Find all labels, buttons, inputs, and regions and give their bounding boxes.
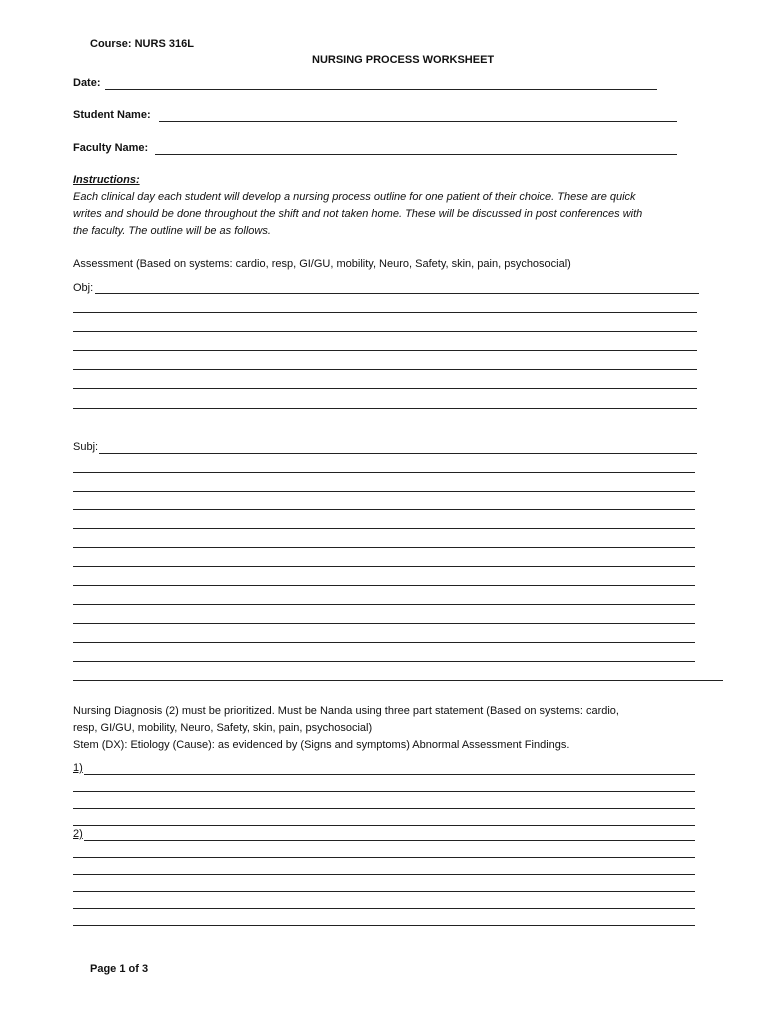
subj-line-6[interactable] [73, 547, 695, 548]
student-name-label: Student Name: [73, 109, 151, 121]
instructions-text [73, 189, 713, 240]
subj-line-3[interactable] [73, 491, 695, 492]
obj-line-5[interactable] [73, 369, 697, 370]
subj-line-2[interactable] [73, 472, 695, 473]
subj-line-4[interactable] [73, 509, 695, 510]
diagnosis-line-2: resp, GI/GU, mobility, Neuro, Safety, skin, pain, psychosocial) [73, 722, 373, 734]
diagnosis-line-1: Nursing Diagnosis (2) must be prioritized. Must be Nanda using three part statement (Based on systems: cardio, [73, 705, 619, 717]
instructions-heading: Instructions: [73, 174, 140, 186]
obj-line-1[interactable] [95, 293, 699, 294]
obj-line-4[interactable] [73, 350, 697, 351]
subj-line-8[interactable] [73, 585, 695, 586]
obj-label: Obj: [73, 282, 94, 294]
diagnosis-line-3: Stem (DX): Etiology (Cause): as evidenced by (Signs and symptoms) Abnormal Assessment Findings. [73, 739, 570, 751]
subj-line-13[interactable] [73, 680, 723, 681]
diagnosis-2-line-2[interactable] [73, 857, 695, 858]
page-number: Page 1 of 3 [90, 963, 149, 975]
instructions-line-1: Each clinical day each student will develop a nursing process outline for one patient of their choice. These are quick [73, 191, 636, 203]
diagnosis-1-line-2[interactable] [73, 791, 695, 792]
date-label: Date: [73, 77, 101, 89]
instructions-line-3: the faculty. The outline will be as follows. [73, 225, 271, 237]
subj-line-12[interactable] [73, 661, 695, 662]
obj-line-7[interactable] [73, 408, 697, 409]
diagnosis-2-line-4[interactable] [73, 891, 695, 892]
subj-line-7[interactable] [73, 566, 695, 567]
obj-line-3[interactable] [73, 331, 697, 332]
assessment-heading: Assessment (Based on systems: cardio, resp, GI/GU, mobility, Neuro, Safety, skin, pain, psychosocial) [73, 258, 571, 270]
student-name-field[interactable] [159, 121, 677, 122]
diagnosis-item-1-label: 1) [73, 762, 83, 774]
diagnosis-1-line-4[interactable] [73, 825, 695, 826]
faculty-name-label: Faculty Name: [73, 142, 149, 154]
subj-label: Subj: [73, 441, 99, 453]
diagnosis-2-line-6[interactable] [73, 925, 695, 926]
subj-line-5[interactable] [73, 528, 695, 529]
course-label: Course: NURS 316L [90, 38, 194, 50]
subj-line-10[interactable] [73, 623, 695, 624]
subj-line-9[interactable] [73, 604, 695, 605]
diagnosis-2-line-3[interactable] [73, 874, 695, 875]
diagnosis-2-line-5[interactable] [73, 908, 695, 909]
instructions-line-2: writes and should be done throughout the shift and not taken home. These will be discussed in post conferences with [73, 208, 643, 220]
diagnosis-1-line-1[interactable] [84, 774, 695, 775]
diagnosis-1-line-3[interactable] [73, 808, 695, 809]
subj-line-1[interactable] [99, 453, 697, 454]
date-field[interactable] [105, 89, 657, 90]
diagnosis-text [73, 703, 723, 754]
obj-line-6[interactable] [73, 388, 697, 389]
subj-line-11[interactable] [73, 642, 695, 643]
diagnosis-item-2-label: 2) [73, 828, 83, 840]
page-title: NURSING PROCESS WORKSHEET [312, 54, 495, 66]
faculty-name-field[interactable] [155, 154, 677, 155]
obj-line-2[interactable] [73, 312, 697, 313]
diagnosis-2-line-1[interactable] [84, 840, 695, 841]
